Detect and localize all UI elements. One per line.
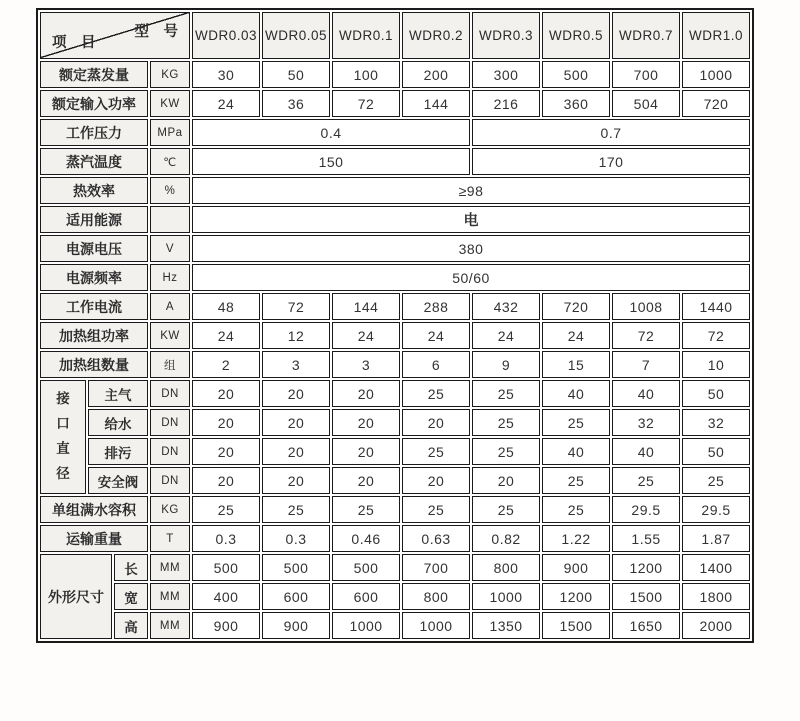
value-cell: 50 [682, 438, 750, 465]
value-cell: 29.5 [682, 496, 750, 523]
value-cell: 25 [262, 496, 330, 523]
value-cell: 1200 [542, 583, 610, 610]
model-header: WDR0.7 [612, 12, 680, 59]
model-header: WDR0.5 [542, 12, 610, 59]
value-cell: 10 [682, 351, 750, 378]
value-cell: 800 [472, 554, 540, 581]
value-cell: 25 [472, 496, 540, 523]
value-cell: 700 [612, 61, 680, 88]
table-row [40, 264, 750, 291]
value-cell: 100 [332, 61, 400, 88]
value-cell: 20 [402, 409, 470, 436]
value-cell: 25 [472, 409, 540, 436]
value-cell: 216 [472, 90, 540, 117]
value-cell: 1000 [402, 612, 470, 639]
value-cell: 144 [402, 90, 470, 117]
value-cell: 720 [682, 90, 750, 117]
unit-label: MPa [150, 119, 190, 146]
table-row [40, 496, 750, 523]
value-cell: ≥98 [192, 177, 750, 204]
value-cell: 40 [542, 438, 610, 465]
unit-label: Hz [150, 264, 190, 291]
value-cell: 720 [542, 293, 610, 320]
value-cell: 72 [262, 293, 330, 320]
value-cell: 1650 [612, 612, 680, 639]
value-cell: 24 [192, 90, 260, 117]
header-row [40, 12, 750, 59]
value-cell: 600 [332, 583, 400, 610]
row-label: 热效率 [40, 177, 148, 204]
value-cell: 0.82 [472, 525, 540, 552]
row-label: 单组满水容积 [40, 496, 148, 523]
value-cell: 2 [192, 351, 260, 378]
table-row [40, 61, 750, 88]
value-cell: 200 [402, 61, 470, 88]
value-cell: 500 [542, 61, 610, 88]
value-cell: 20 [192, 467, 260, 494]
unit-label: KW [150, 90, 190, 117]
value-cell: 20 [262, 380, 330, 407]
row-label: 额定蒸发量 [40, 61, 148, 88]
value-cell: 360 [542, 90, 610, 117]
corner-cell [40, 12, 190, 59]
unit-label: DN [150, 467, 190, 494]
row-label: 额定输入功率 [40, 90, 148, 117]
unit-label: DN [150, 380, 190, 407]
value-cell: 1000 [472, 583, 540, 610]
value-cell: 1000 [682, 61, 750, 88]
value-cell: 20 [332, 438, 400, 465]
value-cell: 500 [332, 554, 400, 581]
table-row [40, 322, 750, 349]
value-cell: 50/60 [192, 264, 750, 291]
value-cell: 30 [192, 61, 260, 88]
value-cell: 24 [192, 322, 260, 349]
row-label: 工作电流 [40, 293, 148, 320]
value-cell: 1500 [612, 583, 680, 610]
value-cell: 32 [682, 409, 750, 436]
model-header: WDR0.3 [472, 12, 540, 59]
value-cell: 150 [192, 148, 470, 175]
value-cell: 36 [262, 90, 330, 117]
unit-label: MM [150, 554, 190, 581]
subrow-label: 宽 [114, 583, 148, 610]
unit-label: T [150, 525, 190, 552]
value-cell: 25 [542, 409, 610, 436]
value-cell: 48 [192, 293, 260, 320]
unit-label: A [150, 293, 190, 320]
value-cell: 25 [402, 496, 470, 523]
row-label: 加热组数量 [40, 351, 148, 378]
value-cell: 432 [472, 293, 540, 320]
value-cell: 24 [542, 322, 610, 349]
value-cell: 900 [542, 554, 610, 581]
value-cell: 288 [402, 293, 470, 320]
value-cell: 0.4 [192, 119, 470, 146]
value-cell: 25 [682, 467, 750, 494]
row-label: 蒸汽温度 [40, 148, 148, 175]
value-cell: 900 [192, 612, 260, 639]
table-row [40, 293, 750, 320]
table-row [40, 554, 750, 581]
table-row [40, 206, 750, 233]
table-row [40, 351, 750, 378]
value-cell: 40 [612, 438, 680, 465]
value-cell: 25 [542, 467, 610, 494]
unit-label: V [150, 235, 190, 262]
value-cell: 1000 [332, 612, 400, 639]
value-cell: 0.3 [262, 525, 330, 552]
value-cell: 800 [402, 583, 470, 610]
value-cell: 50 [682, 380, 750, 407]
model-header: WDR0.2 [402, 12, 470, 59]
value-cell: 20 [332, 380, 400, 407]
group-label: 外形尺寸 [40, 554, 112, 639]
value-cell: 20 [192, 380, 260, 407]
table-row [40, 235, 750, 262]
value-cell: 20 [262, 409, 330, 436]
value-cell: 50 [262, 61, 330, 88]
value-cell: 25 [472, 438, 540, 465]
value-cell: 3 [262, 351, 330, 378]
value-cell: 1.87 [682, 525, 750, 552]
row-label: 加热组功率 [40, 322, 148, 349]
row-label: 运输重量 [40, 525, 148, 552]
value-cell: 32 [612, 409, 680, 436]
value-cell: 15 [542, 351, 610, 378]
table-row [40, 525, 750, 552]
value-cell: 25 [192, 496, 260, 523]
value-cell: 380 [192, 235, 750, 262]
row-label: 电源频率 [40, 264, 148, 291]
unit-label: 组 [150, 351, 190, 378]
table-row [40, 380, 750, 407]
value-cell: 400 [192, 583, 260, 610]
model-axis-label: 型 号 [134, 24, 178, 40]
model-header: WDR0.1 [332, 12, 400, 59]
value-cell: 1440 [682, 293, 750, 320]
value-cell: 9 [472, 351, 540, 378]
value-cell: 170 [472, 148, 750, 175]
value-cell: 300 [472, 61, 540, 88]
value-cell: 1500 [542, 612, 610, 639]
spec-table [36, 8, 754, 643]
value-cell: 900 [262, 612, 330, 639]
subrow-label: 给水 [88, 409, 148, 436]
value-cell: 25 [402, 438, 470, 465]
value-cell: 504 [612, 90, 680, 117]
value-cell: 1400 [682, 554, 750, 581]
table-row [40, 90, 750, 117]
value-cell: 7 [612, 351, 680, 378]
model-header: WDR1.0 [682, 12, 750, 59]
value-cell: 2000 [682, 612, 750, 639]
value-cell: 144 [332, 293, 400, 320]
unit-label: KG [150, 496, 190, 523]
value-cell: 1.22 [542, 525, 610, 552]
unit-label: KG [150, 61, 190, 88]
value-cell: 12 [262, 322, 330, 349]
value-cell: 20 [332, 467, 400, 494]
unit-label: KW [150, 322, 190, 349]
value-cell: 6 [402, 351, 470, 378]
value-cell: 0.7 [472, 119, 750, 146]
value-cell: 40 [542, 380, 610, 407]
table-row [40, 409, 750, 436]
row-label: 适用能源 [40, 206, 148, 233]
item-axis-label: 项 目 [52, 35, 96, 51]
value-cell: 20 [262, 467, 330, 494]
value-cell: 1.55 [612, 525, 680, 552]
value-cell: 72 [682, 322, 750, 349]
value-cell: 500 [192, 554, 260, 581]
value-cell: 25 [332, 496, 400, 523]
model-header: WDR0.05 [262, 12, 330, 59]
value-cell: 25 [402, 380, 470, 407]
subrow-label: 主气 [88, 380, 148, 407]
value-cell: 20 [402, 467, 470, 494]
value-cell: 20 [192, 438, 260, 465]
value-cell: 0.63 [402, 525, 470, 552]
value-cell: 电 [192, 206, 750, 233]
value-cell: 1350 [472, 612, 540, 639]
value-cell: 25 [472, 380, 540, 407]
value-cell: 29.5 [612, 496, 680, 523]
value-cell: 72 [612, 322, 680, 349]
subrow-label: 长 [114, 554, 148, 581]
value-cell: 500 [262, 554, 330, 581]
value-cell: 20 [192, 409, 260, 436]
value-cell: 700 [402, 554, 470, 581]
value-cell: 20 [262, 438, 330, 465]
subrow-label: 排污 [88, 438, 148, 465]
value-cell: 72 [332, 90, 400, 117]
value-cell: 600 [262, 583, 330, 610]
value-cell: 24 [402, 322, 470, 349]
value-cell: 25 [612, 467, 680, 494]
value-cell: 0.3 [192, 525, 260, 552]
subrow-label: 安全阀 [88, 467, 148, 494]
row-label: 电源电压 [40, 235, 148, 262]
value-cell: 24 [332, 322, 400, 349]
unit-label: % [150, 177, 190, 204]
unit-label: DN [150, 409, 190, 436]
value-cell: 40 [612, 380, 680, 407]
table-row [40, 467, 750, 494]
table-row [40, 583, 750, 610]
value-cell: 20 [472, 467, 540, 494]
model-header: WDR0.03 [192, 12, 260, 59]
value-cell: 1200 [612, 554, 680, 581]
subrow-label: 高 [114, 612, 148, 639]
value-cell: 1008 [612, 293, 680, 320]
value-cell: 20 [332, 409, 400, 436]
value-cell: 1800 [682, 583, 750, 610]
unit-label: MM [150, 583, 190, 610]
table-row [40, 612, 750, 639]
table-row [40, 148, 750, 175]
unit-label: DN [150, 438, 190, 465]
value-cell: 0.46 [332, 525, 400, 552]
group-label: 接 口 直 径 [40, 380, 86, 494]
table-row [40, 119, 750, 146]
value-cell: 25 [542, 496, 610, 523]
table-row [40, 177, 750, 204]
value-cell: 3 [332, 351, 400, 378]
table-row [40, 438, 750, 465]
value-cell: 24 [472, 322, 540, 349]
unit-label: MM [150, 612, 190, 639]
unit-label: ℃ [150, 148, 190, 175]
unit-label [150, 206, 190, 233]
row-label: 工作压力 [40, 119, 148, 146]
